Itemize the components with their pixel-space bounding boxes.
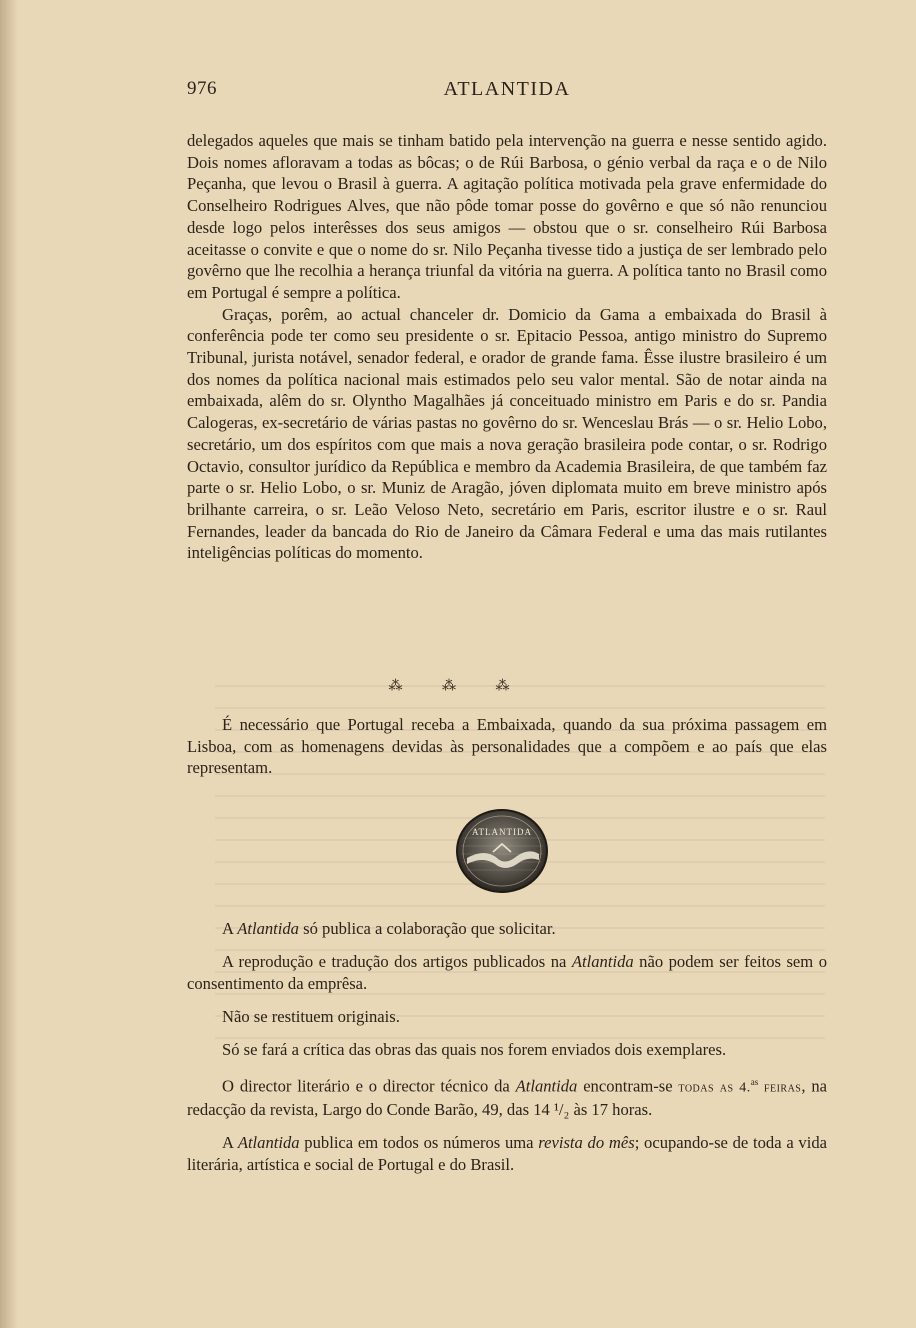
page-edge-shadow [0, 0, 18, 1328]
notice-originals: Não se restituem originais. [222, 1006, 400, 1026]
editorial-notices [187, 918, 827, 1175]
page-number: 976 [187, 78, 217, 99]
magazine-title: Atlantida [237, 1132, 300, 1152]
notice-collaboration: A Atlantida só publica a colaboração que solicitar. [222, 919, 556, 938]
column-title: revista do mês [538, 1132, 635, 1152]
paragraph: Graças, porêm, ao actual chanceler dr. Domicio da Gama a embaixada do Brasil à conferência pode ter como seu presidente o sr. Epitacio Pessoa, antigo ministro do Supremo Tribunal, jurista notável, senador federal, e orador de grande fama. Êsse ilustre brasileiro é um dos nomes da política nacional mais estimados pelo seu valor mental. São de notar ainda na embaixada, alêm do sr. Olyntho Magalhães já conceituado ministro em Paris e do sr. Pandia Calogeras, ex-secretário de várias pastas no govêrno do sr. Wenceslau Brás — o sr. Helio Lobo, secretário, um dos espíritos com que mais a nova geração brasileira pode contar, o sr. Rodrigo Octavio, consultor jurídico da República e membro da Academia Brasileira, de que também faz parte o sr. Helio Lobo, o sr. Muniz de Aragão, jóven diplomata muito em breve ministro após brilhante carreira, o sr. Leão Veloso Neto, secretário em Paris, escritor ilustre e o sr. Raul Fernandes, leader da bancada do Rio de Janeiro da Câmara Federal e uma das mais rutilantes inteligências políticas do momento. [187, 304, 827, 563]
running-title: ATLANTIDA [443, 78, 571, 100]
paragraph: delegados aqueles que mais se tinham batido pela intervenção na guerra e nesse sentido agido. Dois nomes afloravam a todas as bôcas; o de Rúi Barbosa, o génio verbal da raça e o de Nilo Peçanha, que levou o Brasil à guerra. A agitação política motivada pela grave enfermidade do Conselheiro Rodrigues Alves, que não pôde tomar posse do govêrno e que só não renunciou desde logo pelos interêsses dos seus amigos — obstou que o sr. conselheiro Rúi Barbosa aceitasse o convite e que o nome do sr. Nilo Peçanha tivesse tido a justiça de ser lembrado pelo govêrno que lhe recolhia a herança triunfal da vitória na guerra. A política tanto no Brasil como em Portugal é sempre a política. [187, 131, 827, 302]
paragraph: É necessário que Portugal receba a Embaixada, quando da sua próxima passagem em Lisboa, com as homenagens devidas às personalidades que a compõem e ao país que elas representam. [187, 715, 827, 778]
notice-reproduction: A reprodução e tradução dos artigos publicados na Atlantida não podem ser feitos sem o consentimento da emprêsa. [187, 952, 827, 993]
closing-section [187, 714, 827, 779]
section-ornament: ⁂ ⁂ ⁂ [388, 679, 528, 694]
notice-reviews: Só se fará a crítica das obras das quais nos forem enviados dois exemplares. [222, 1039, 727, 1059]
magazine-title: Atlantida [515, 1076, 578, 1096]
magazine-title: Atlantida [237, 919, 299, 938]
page-header [187, 78, 827, 106]
notice-directors: O director literário e o director técnico da Atlantida encontram-se todas as 4.$^{as}$ feiras, na redacção da revista, Largo do Conde Barão, 49, das 14 ¹/₂ às 17 horas. [187, 1076, 828, 1119]
atlantida-emblem-icon [455, 808, 549, 894]
emblem-text: ATLANTIDA [472, 827, 532, 837]
notice-monthly-review: A Atlantida publica em todos os números uma revista do mês; ocupando-se de toda a vida literária, artística e social de Portugal e do Brasil. [187, 1132, 827, 1174]
article-continuation [187, 130, 827, 564]
magazine-title: Atlantida [571, 952, 634, 971]
